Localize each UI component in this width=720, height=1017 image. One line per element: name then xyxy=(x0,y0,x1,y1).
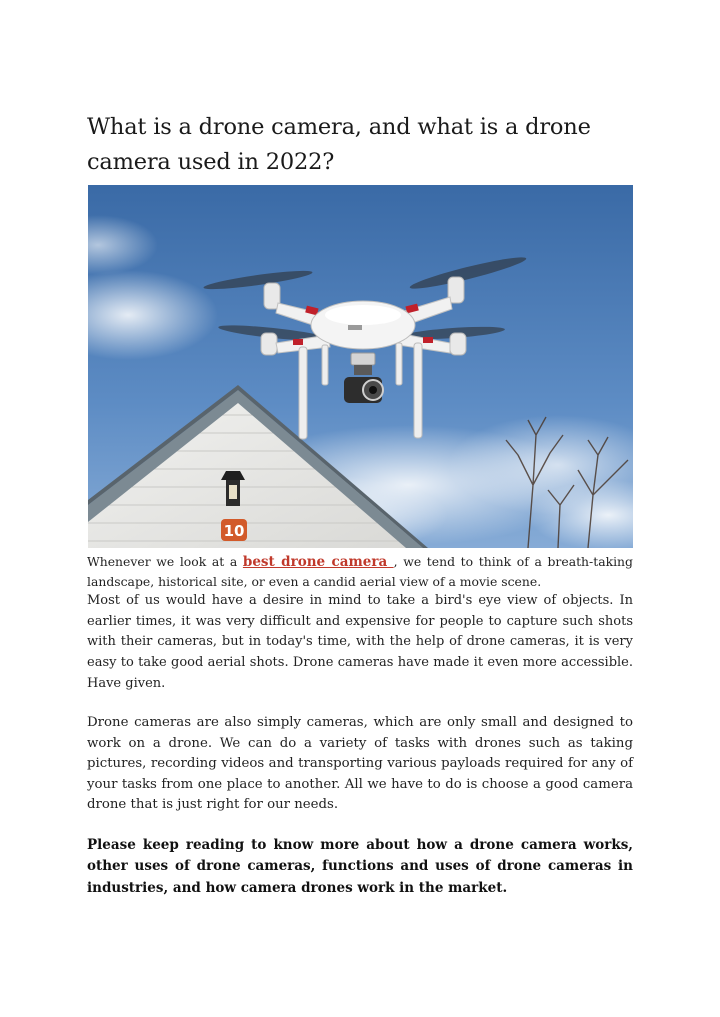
intro-paragraph xyxy=(87,552,633,591)
house-number: 10 xyxy=(223,522,245,540)
intro-text-before-link: Whenever we look at a xyxy=(87,554,243,569)
definition-paragraph: Drone cameras are also simply cameras, which are only small and designed to work on a drone. We can do a variety of tasks with drones such as taking pictures, recording videos and transporting various payloads required for any of your tasks from one place to another. All we have to do is choose a good camera drone that is just right for our needs. xyxy=(87,715,633,813)
history-paragraph: Most of us would have a desire in mind to take a bird's eye view of objects. In earlier times, it was very difficult and expensive for people to capture such shots with their cameras, but in today's time, with the help of drone cameras, it is very easy to take good aerial shots. Drone cameras have made it even more accessible. Have given. xyxy=(87,593,633,691)
intro-text-after-link: , we tend to think of a breath-taking landscape, historical site, or even a candid aerial view of a movie scene. xyxy=(87,554,633,589)
page-title: What is a drone camera, and what is a drone camera used in 2022? xyxy=(87,114,591,175)
best-drone-camera-link[interactable]: best drone camera xyxy=(242,554,394,570)
drone-photo xyxy=(88,185,633,548)
call-to-action-paragraph: Please keep reading to know more about how a drone camera works, other uses of drone cameras, functions and uses of drone cameras in industries, and how camera drones work in the market. xyxy=(87,837,633,896)
